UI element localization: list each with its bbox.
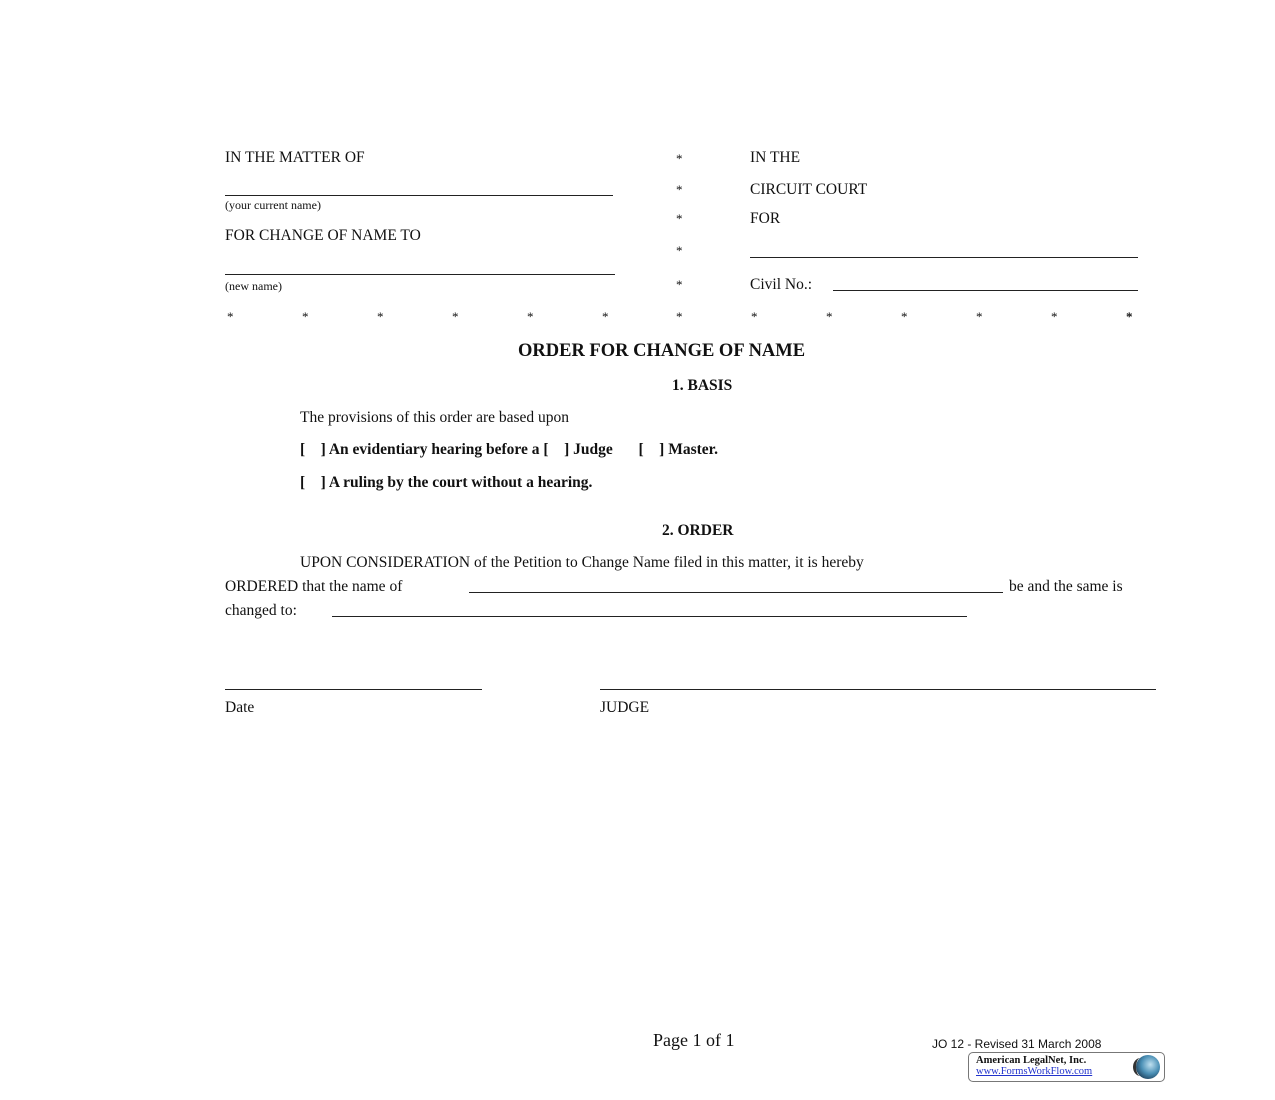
separator-star: * — [676, 243, 683, 258]
change-to-label: FOR CHANGE OF NAME TO — [225, 227, 421, 244]
vendor-logo[interactable] — [968, 1052, 1165, 1082]
separator-star: * — [527, 309, 534, 324]
hearing-checkbox[interactable]: [ ] — [300, 441, 326, 458]
hearing-text: An evidentiary hearing before a — [328, 441, 540, 458]
document-title: ORDER FOR CHANGE OF NAME — [518, 341, 806, 361]
separator-star: * — [676, 309, 683, 324]
for-label: FOR — [750, 210, 781, 227]
order-line-1: UPON CONSIDERATION of the Petition to Change Name filed in this matter, it is hereby — [300, 554, 864, 571]
separator-star: * — [227, 309, 234, 324]
ruling-text: A ruling by the court without a hearing. — [328, 474, 593, 491]
date-signature-line[interactable] — [225, 689, 482, 690]
master-option-label: Master. — [668, 441, 718, 458]
order-line-3-prefix: changed to: — [225, 602, 297, 619]
separator-star: * — [1051, 309, 1058, 324]
vendor-url-link[interactable]: www.FormsWorkFlow.com — [976, 1066, 1093, 1077]
separator-star: * — [901, 309, 908, 324]
court-label: CIRCUIT COURT — [750, 181, 868, 198]
separator-star: * — [826, 309, 833, 324]
vendor-name: American LegalNet, Inc. — [976, 1055, 1087, 1066]
master-checkbox[interactable]: [ ] — [638, 441, 665, 458]
current-name-label: (your current name) — [225, 198, 321, 212]
judge-checkbox[interactable]: [ ] — [543, 441, 570, 458]
new-name-field[interactable] — [225, 274, 615, 275]
separator-star: * — [751, 309, 758, 324]
civil-no-field[interactable] — [833, 290, 1138, 291]
separator-star: * — [676, 211, 683, 226]
separator-star: * — [976, 309, 983, 324]
judge-option-label: Judge — [573, 441, 613, 458]
ruling-checkbox[interactable]: [ ] — [300, 474, 326, 491]
separator-star: * — [1126, 309, 1133, 324]
separator-star: * — [302, 309, 309, 324]
basis-intro: The provisions of this order are based upon — [300, 409, 570, 426]
changed-name-field[interactable] — [332, 616, 967, 617]
separator-star: * — [676, 182, 683, 197]
separator-star: * — [676, 277, 683, 292]
separator-star: * — [676, 151, 683, 166]
globe-icon — [1136, 1055, 1160, 1079]
current-name-field[interactable] — [225, 195, 613, 196]
form-id: JO 12 - Revised 31 March 2008 — [932, 1037, 1102, 1051]
order-line-2-suffix: be and the same is — [1009, 578, 1123, 595]
in-the-label: IN THE — [750, 149, 801, 166]
order-line-2-prefix: ORDERED that the name of — [225, 578, 403, 595]
matter-of-label: IN THE MATTER OF — [225, 149, 365, 166]
separator-star: * — [602, 309, 609, 324]
judge-label: JUDGE — [600, 699, 650, 716]
basis-option-ruling — [300, 474, 592, 492]
civil-no-label: Civil No.: — [750, 276, 813, 293]
new-name-label: (new name) — [225, 279, 282, 293]
basis-option-hearing — [300, 441, 718, 459]
old-name-field[interactable] — [469, 592, 1003, 593]
page-number: Page 1 of 1 — [653, 1030, 735, 1050]
separator-star: * — [452, 309, 459, 324]
judge-signature-line[interactable] — [600, 689, 1156, 690]
county-field[interactable] — [750, 257, 1138, 258]
date-label: Date — [225, 699, 255, 716]
section-basis-heading: 1. BASIS — [672, 377, 733, 394]
separator-star: * — [377, 309, 384, 324]
section-order-heading: 2. ORDER — [662, 522, 734, 539]
